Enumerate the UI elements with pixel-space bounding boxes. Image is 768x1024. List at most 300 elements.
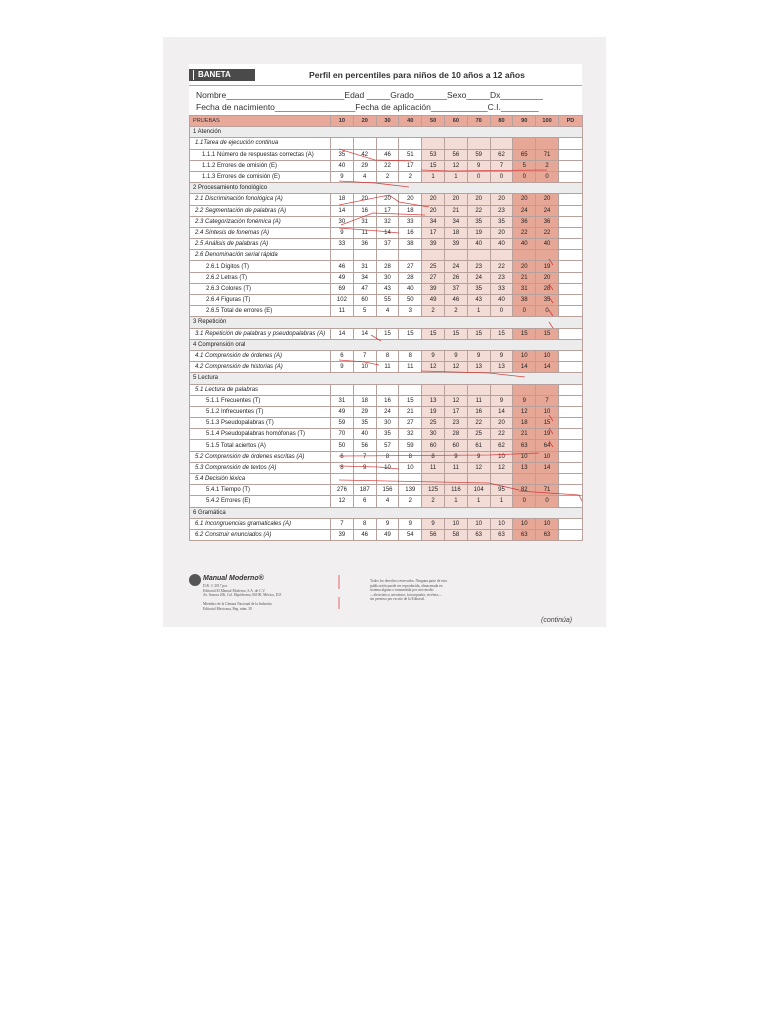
percentile-cell: 36 — [513, 216, 536, 227]
table-row — [190, 485, 583, 496]
percentile-cell: 40 — [513, 239, 536, 250]
table-row — [190, 194, 583, 205]
table-row — [190, 160, 583, 171]
percentile-cell: 20 — [399, 194, 422, 205]
pd-cell — [558, 261, 582, 272]
table-row — [190, 239, 583, 250]
empty-cell — [422, 384, 445, 395]
percentile-cell: 125 — [422, 485, 445, 496]
percentile-cell: 42 — [353, 149, 376, 160]
empty-cell — [558, 138, 582, 149]
pd-cell — [558, 216, 582, 227]
percentile-cell: 6 — [353, 496, 376, 507]
row-label: 1.1.1 Número de respuestas correctas (A) — [190, 149, 331, 160]
pd-cell — [558, 227, 582, 238]
empty-cell — [331, 474, 354, 485]
percentile-cell: 9 — [353, 462, 376, 473]
percentile-cell: 0 — [513, 496, 536, 507]
percentile-cell: 15 — [536, 328, 559, 339]
percentile-cell: 14 — [513, 362, 536, 373]
row-label: 2.3 Categorización fonémica (A) — [190, 216, 331, 227]
percentile-cell: 24 — [444, 261, 467, 272]
percentile-cell: 38 — [399, 239, 422, 250]
percentile-cell: 62 — [490, 440, 513, 451]
row-label: 5.1.4 Pseudopalabras homófonas (T) — [190, 429, 331, 440]
table-row — [190, 283, 583, 294]
percentile-cell: 15 — [399, 395, 422, 406]
percentile-cell: 12 — [444, 395, 467, 406]
percentile-cell: 33 — [331, 239, 354, 250]
pd-cell — [558, 496, 582, 507]
table-row — [190, 362, 583, 373]
percentile-cell: 64 — [536, 440, 559, 451]
percentile-cell: 61 — [467, 440, 490, 451]
empty-cell — [490, 138, 513, 149]
percentile-cell: 34 — [444, 216, 467, 227]
percentile-cell: 39 — [422, 239, 445, 250]
percentile-cell: 14 — [536, 362, 559, 373]
percentile-cell: 15 — [376, 328, 399, 339]
percentile-cell: 9 — [513, 395, 536, 406]
percentile-cell: 29 — [353, 406, 376, 417]
percentile-cell: 63 — [490, 529, 513, 540]
percentile-cell: 11 — [376, 362, 399, 373]
empty-cell — [558, 474, 582, 485]
percentile-cell: 10 — [376, 462, 399, 473]
percentile-cell: 1 — [444, 496, 467, 507]
percentile-cell: 0 — [513, 306, 536, 317]
percentile-cell: 24 — [536, 205, 559, 216]
percentile-cell: 14 — [353, 328, 376, 339]
percentile-cell: 5 — [513, 160, 536, 171]
pd-cell — [558, 362, 582, 373]
row-label: 5.4.1 Tiempo (T) — [190, 485, 331, 496]
percentile-cell: 22 — [490, 261, 513, 272]
percentile-cell: 12 — [422, 362, 445, 373]
empty-cell — [353, 250, 376, 261]
percentile-cell: 22 — [536, 227, 559, 238]
document-footer — [189, 574, 582, 624]
table-wrap — [189, 115, 582, 541]
empty-cell — [467, 384, 490, 395]
percentile-cell: 40 — [467, 239, 490, 250]
percentile-cell: 15 — [467, 328, 490, 339]
row-label: 2.6.1 Dígitos (T) — [190, 261, 331, 272]
percentile-cell: 8 — [353, 518, 376, 529]
percentile-cell: 2 — [399, 171, 422, 182]
table-row — [190, 440, 583, 451]
percentile-cell: 28 — [444, 429, 467, 440]
publisher-name: Manual Moderno® — [203, 575, 264, 582]
table-row — [190, 418, 583, 429]
empty-cell — [536, 138, 559, 149]
pd-cell — [558, 239, 582, 250]
percentile-cell: 10 — [490, 451, 513, 462]
percentile-cell: 16 — [399, 227, 422, 238]
percentile-cell: 31 — [353, 261, 376, 272]
empty-cell — [467, 474, 490, 485]
column-header-50: 50 — [422, 116, 445, 127]
table-row — [190, 261, 583, 272]
percentile-cell: 1 — [467, 306, 490, 317]
percentile-cell: 10 — [467, 518, 490, 529]
percentile-cell: 20 — [513, 261, 536, 272]
percentile-cell: 60 — [422, 440, 445, 451]
percentile-cell: 30 — [331, 216, 354, 227]
row-label: 2.6.2 Letras (T) — [190, 272, 331, 283]
percentile-cell: 40 — [490, 295, 513, 306]
percentile-cell: 65 — [513, 149, 536, 160]
percentile-cell: 23 — [467, 261, 490, 272]
percentile-cell: 55 — [376, 295, 399, 306]
percentile-cell: 12 — [467, 462, 490, 473]
percentile-cell: 63 — [536, 529, 559, 540]
percentile-cell: 1 — [490, 496, 513, 507]
percentile-cell: 10 — [353, 362, 376, 373]
pd-cell — [558, 350, 582, 361]
percentile-cell: 20 — [490, 227, 513, 238]
percentile-cell: 69 — [331, 283, 354, 294]
percentile-cell: 39 — [444, 239, 467, 250]
percentile-cell: 28 — [376, 261, 399, 272]
empty-cell — [444, 474, 467, 485]
percentile-cell: 2 — [399, 496, 422, 507]
row-label: 3.1 Repetición de palabras y pseudopalabras (A) — [190, 328, 331, 339]
table-row — [190, 328, 583, 339]
percentile-cell: 22 — [490, 429, 513, 440]
table-header-row — [190, 116, 583, 127]
percentile-cell: 9 — [331, 171, 354, 182]
percentile-cell: 6 — [331, 350, 354, 361]
percentile-cell: 14 — [376, 227, 399, 238]
percentile-cell: 20 — [422, 194, 445, 205]
table-row — [190, 227, 583, 238]
percentile-cell: 15 — [422, 328, 445, 339]
percentile-cell: 15 — [536, 418, 559, 429]
percentile-cell: 95 — [490, 485, 513, 496]
percentile-cell: 40 — [536, 239, 559, 250]
table-row — [190, 462, 583, 473]
percentile-cell: 30 — [376, 418, 399, 429]
percentile-cell: 139 — [399, 485, 422, 496]
percentile-cell: 2 — [376, 171, 399, 182]
fine-print-line: Editorial Mexicana, Reg. núm. 39 — [203, 606, 252, 611]
section-row — [190, 183, 583, 194]
percentile-cell: 0 — [536, 496, 559, 507]
percentile-cell: 10 — [490, 518, 513, 529]
percentile-cell: 60 — [353, 295, 376, 306]
percentile-cell: 20 — [513, 194, 536, 205]
percentile-cell: 11 — [331, 306, 354, 317]
percentile-cell: 2 — [422, 496, 445, 507]
section-label: 2 Procesamiento fonológico — [190, 183, 583, 194]
empty-cell — [536, 250, 559, 261]
percentile-cell: 20 — [422, 205, 445, 216]
percentile-cell: 31 — [331, 395, 354, 406]
row-label: 2.2 Segmentación de palabras (A) — [190, 205, 331, 216]
pd-cell — [558, 149, 582, 160]
section-row — [190, 127, 583, 138]
percentile-cell: 14 — [331, 205, 354, 216]
percentile-cell: 25 — [422, 418, 445, 429]
fine-print-line: —electrónico, mecánico, fotocopiador, etcétera— — [370, 592, 442, 597]
empty-cell — [331, 250, 354, 261]
empty-cell — [513, 384, 536, 395]
percentile-cell: 9 — [444, 350, 467, 361]
percentile-cell: 11 — [399, 362, 422, 373]
percentile-cell: 13 — [513, 462, 536, 473]
pd-cell — [558, 194, 582, 205]
percentile-cell: 12 — [444, 160, 467, 171]
row-label: 5.1.2 Infrecuentes (T) — [190, 406, 331, 417]
row-label: 2.4 Síntesis de fonemas (A) — [190, 227, 331, 238]
percentile-cell: 17 — [444, 406, 467, 417]
row-label: 4.2 Comprensión de historias (A) — [190, 362, 331, 373]
percentile-cell: 37 — [376, 239, 399, 250]
empty-cell — [399, 474, 422, 485]
table-row — [190, 272, 583, 283]
percentile-cell: 0 — [536, 306, 559, 317]
percentile-cell: 32 — [376, 216, 399, 227]
percentile-cell: 2 — [536, 160, 559, 171]
percentile-cell: 9 — [467, 451, 490, 462]
table-row — [190, 518, 583, 529]
percentile-cell: 56 — [422, 529, 445, 540]
percentile-cell: 15 — [399, 328, 422, 339]
column-header-90: 90 — [513, 116, 536, 127]
empty-cell — [376, 138, 399, 149]
percentile-cell: 31 — [353, 216, 376, 227]
percentile-cell: 20 — [444, 194, 467, 205]
percentile-cell: 12 — [331, 496, 354, 507]
percentile-cell: 104 — [467, 485, 490, 496]
percentile-cell: 20 — [536, 272, 559, 283]
fine-print-line: Av. Sonora 206, Col. Hipódromo, 06100, México, D.F. — [203, 593, 282, 598]
empty-cell — [353, 138, 376, 149]
table-row — [190, 429, 583, 440]
percentile-cell: 33 — [490, 283, 513, 294]
percentile-cell: 29 — [353, 160, 376, 171]
column-header-60: 60 — [444, 116, 467, 127]
percentile-cell: 0 — [490, 171, 513, 182]
percentile-cell: 17 — [399, 160, 422, 171]
percentile-cell: 59 — [399, 440, 422, 451]
fine-print-line: sin permiso por escrito de la Editorial. — [370, 597, 425, 602]
pd-cell — [558, 395, 582, 406]
subsection-row — [190, 474, 583, 485]
empty-cell — [376, 474, 399, 485]
empty-cell — [353, 384, 376, 395]
column-header-70: 70 — [467, 116, 490, 127]
empty-cell — [422, 474, 445, 485]
percentile-cell: 8 — [331, 462, 354, 473]
percentile-cell: 39 — [422, 283, 445, 294]
percentile-cell: 56 — [444, 149, 467, 160]
pd-cell — [558, 160, 582, 171]
percentile-cell: 50 — [331, 440, 354, 451]
percentile-cell: 40 — [331, 160, 354, 171]
percentile-cell: 35 — [353, 418, 376, 429]
percentile-cell: 7 — [331, 518, 354, 529]
percentile-cell: 25 — [467, 429, 490, 440]
percentile-cell: 82 — [513, 485, 536, 496]
table-row — [190, 451, 583, 462]
percentile-cell: 9 — [331, 362, 354, 373]
percentile-cell: 24 — [467, 272, 490, 283]
copyright-notice — [370, 579, 447, 602]
table-row — [190, 171, 583, 182]
section-row — [190, 507, 583, 518]
percentile-cell: 49 — [331, 406, 354, 417]
percentile-cell: 14 — [536, 462, 559, 473]
percentile-cell: 16 — [467, 406, 490, 417]
percentile-cell: 46 — [444, 295, 467, 306]
column-header-100: 100 — [536, 116, 559, 127]
empty-cell — [444, 384, 467, 395]
section-label: 3 Repetición — [190, 317, 583, 328]
percentile-cell: 15 — [490, 328, 513, 339]
percentile-cell: 1 — [467, 496, 490, 507]
percentile-cell: 24 — [376, 406, 399, 417]
row-label: 2.6.5 Total de errores (E) — [190, 306, 331, 317]
table-row — [190, 406, 583, 417]
percentile-cell: 28 — [536, 283, 559, 294]
empty-cell — [558, 250, 582, 261]
brand-label: BANETA — [189, 69, 255, 81]
percentile-cell: 38 — [513, 295, 536, 306]
percentile-cell: 49 — [376, 529, 399, 540]
percentile-cell: 27 — [399, 261, 422, 272]
percentile-cell: 1 — [422, 171, 445, 182]
subsection-row — [190, 384, 583, 395]
percentile-cell: 23 — [490, 272, 513, 283]
publisher-address — [203, 584, 282, 612]
empty-cell — [422, 138, 445, 149]
percentile-cell: 0 — [536, 171, 559, 182]
percentile-cell: 62 — [490, 149, 513, 160]
percentile-cell: 10 — [536, 406, 559, 417]
percentile-cell: 7 — [536, 395, 559, 406]
percentile-cell: 10 — [513, 350, 536, 361]
fine-print-line: Todos los derechos reservados. Ninguna parte de esta — [370, 579, 447, 583]
column-header-pd: PD — [558, 116, 582, 127]
row-label: 2.6 Denominación serial rápida — [190, 250, 331, 261]
percentile-cell: 71 — [536, 149, 559, 160]
table-row — [190, 496, 583, 507]
percentile-cell: 63 — [513, 440, 536, 451]
percentile-cell: 27 — [422, 272, 445, 283]
percentile-cell: 34 — [422, 216, 445, 227]
identification-fields — [189, 86, 582, 115]
percentile-cell: 20 — [353, 194, 376, 205]
percentile-cell: 5 — [353, 306, 376, 317]
percentile-cell: 10 — [513, 518, 536, 529]
percentile-cell: 21 — [444, 205, 467, 216]
column-header-30: 30 — [376, 116, 399, 127]
percentile-cell: 46 — [353, 529, 376, 540]
fine-print-line: Miembro de la Cámara Nacional de la Industria — [203, 602, 272, 607]
row-label: 5.1.5 Total aciertos (A) — [190, 440, 331, 451]
row-label: 2.1 Discriminación fonológica (A) — [190, 194, 331, 205]
percentile-cell: 20 — [467, 194, 490, 205]
percentile-cell: 33 — [399, 216, 422, 227]
empty-cell — [558, 384, 582, 395]
percentile-cell: 11 — [353, 227, 376, 238]
percentile-cell: 4 — [376, 306, 399, 317]
percentile-cell: 0 — [467, 171, 490, 182]
percentile-cell: 0 — [513, 171, 536, 182]
percentile-cell: 102 — [331, 295, 354, 306]
pd-cell — [558, 440, 582, 451]
percentile-cell: 13 — [422, 395, 445, 406]
percentile-cell: 46 — [331, 261, 354, 272]
percentile-cell: 18 — [444, 227, 467, 238]
percentile-cell: 20 — [490, 194, 513, 205]
empty-cell — [467, 250, 490, 261]
fields-line-2: Fecha de nacimiento_________________Fecha de aplicación____________C.I.________ — [196, 102, 539, 112]
pd-cell — [558, 518, 582, 529]
fine-print-line: publicación puede ser reproducida, almacenada en — [370, 583, 443, 588]
section-label: 4 Comprensión oral — [190, 339, 583, 350]
percentile-cell: 1 — [444, 171, 467, 182]
percentile-cell: 23 — [490, 205, 513, 216]
pd-cell — [558, 171, 582, 182]
section-row — [190, 317, 583, 328]
pd-cell — [558, 406, 582, 417]
percentile-cell: 43 — [467, 295, 490, 306]
pd-cell — [558, 451, 582, 462]
row-label: 5.4.2 Errores (E) — [190, 496, 331, 507]
fields-line-1: Nombre_________________________Edad _____Grado_______Sexo_____Dx_________ — [196, 90, 543, 100]
empty-cell — [444, 138, 467, 149]
percentile-cell: 13 — [490, 362, 513, 373]
percentile-cell: 10 — [536, 451, 559, 462]
percentile-cell: 35 — [490, 216, 513, 227]
percentile-cell: 19 — [536, 261, 559, 272]
test-form — [189, 64, 582, 541]
percentile-cell: 9 — [331, 227, 354, 238]
section-label: 5 Lectura — [190, 373, 583, 384]
pd-cell — [558, 462, 582, 473]
pd-cell — [558, 272, 582, 283]
percentile-cell: 9 — [399, 518, 422, 529]
percentile-cell: 21 — [513, 429, 536, 440]
percentile-cell: 276 — [331, 485, 354, 496]
percentile-cell: 36 — [353, 239, 376, 250]
percentile-cell: 9 — [422, 350, 445, 361]
row-label: 2.6.3 Colores (T) — [190, 283, 331, 294]
empty-cell — [513, 474, 536, 485]
fine-print-line: D.R. © 2017 por — [203, 584, 228, 588]
percentile-cell: 22 — [376, 160, 399, 171]
percentile-cell: 63 — [467, 529, 490, 540]
pd-cell — [558, 418, 582, 429]
percentile-cell: 16 — [376, 395, 399, 406]
percentile-cell: 7 — [353, 350, 376, 361]
percentile-cell: 53 — [422, 149, 445, 160]
percentile-cell: 15 — [422, 160, 445, 171]
percentile-cell: 18 — [399, 205, 422, 216]
percentile-cell: 34 — [353, 272, 376, 283]
column-header-40: 40 — [399, 116, 422, 127]
percentile-cell: 39 — [331, 529, 354, 540]
percentile-table — [189, 115, 583, 541]
percentile-cell: 25 — [422, 261, 445, 272]
percentile-cell: 19 — [467, 227, 490, 238]
percentile-cell: 46 — [376, 149, 399, 160]
percentile-cell: 187 — [353, 485, 376, 496]
percentile-cell: 9 — [444, 451, 467, 462]
